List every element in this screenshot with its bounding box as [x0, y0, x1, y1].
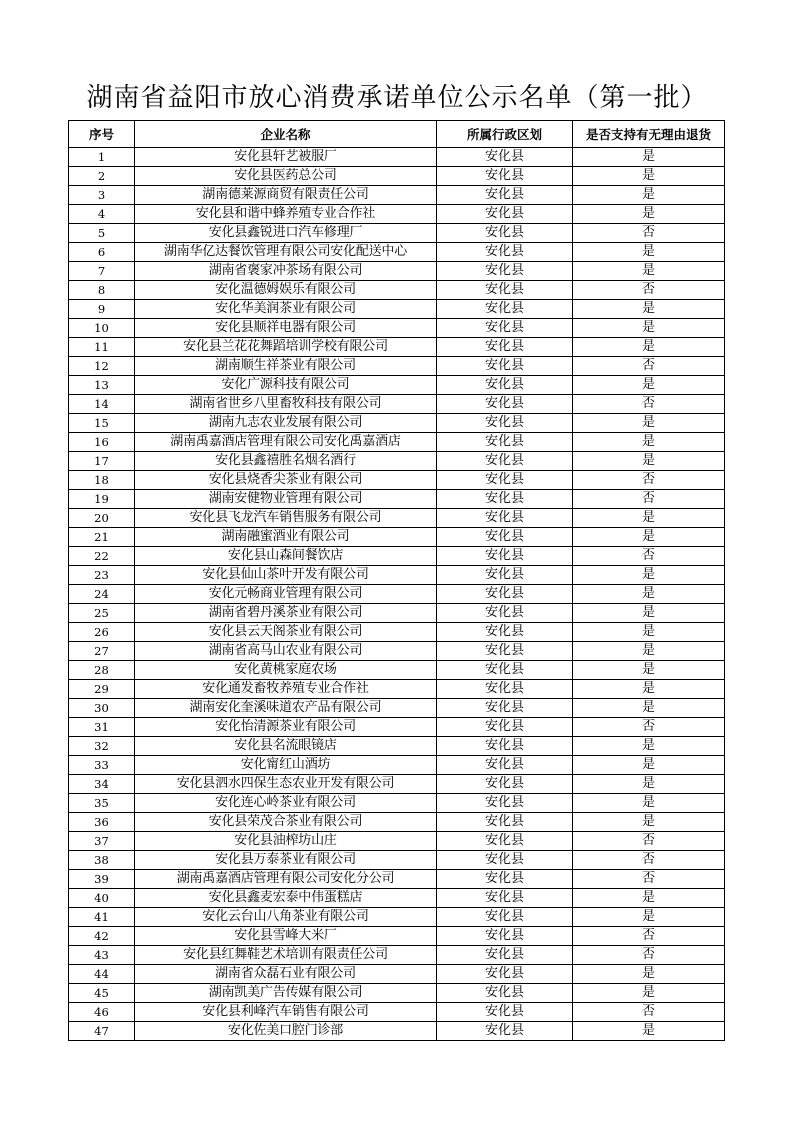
- table-row: [69, 490, 725, 509]
- roster-table: [68, 120, 725, 1041]
- cell-refund: 是: [573, 604, 725, 623]
- cell-seq: 23: [69, 566, 135, 585]
- table-row: [69, 148, 725, 167]
- cell-region: 安化县: [437, 604, 573, 623]
- table-row: [69, 338, 725, 357]
- cell-region: 安化县: [437, 813, 573, 832]
- cell-refund: 是: [573, 889, 725, 908]
- header-name: 企业名称: [135, 121, 437, 148]
- cell-seq: 40: [69, 889, 135, 908]
- table-row: [69, 794, 725, 813]
- cell-region: 安化县: [437, 775, 573, 794]
- cell-region: 安化县: [437, 262, 573, 281]
- table-row: [69, 984, 725, 1003]
- cell-seq: 4: [69, 205, 135, 224]
- table-row: [69, 205, 725, 224]
- cell-seq: 25: [69, 604, 135, 623]
- cell-seq: 20: [69, 509, 135, 528]
- table-row: [69, 699, 725, 718]
- cell-refund: 是: [573, 338, 725, 357]
- cell-seq: 39: [69, 870, 135, 889]
- cell-name: 湖南禹嘉酒店管理有限公司安化分公司: [135, 870, 437, 889]
- cell-name: 安化县鑫禧胜名烟名酒行: [135, 452, 437, 471]
- table-row: [69, 509, 725, 528]
- cell-name: 安化温德姆娱乐有限公司: [135, 281, 437, 300]
- cell-seq: 45: [69, 984, 135, 1003]
- cell-region: 安化县: [437, 148, 573, 167]
- table-row: [69, 566, 725, 585]
- cell-name: 安化县红舞鞋艺术培训有限责任公司: [135, 946, 437, 965]
- page-title: 湖南省益阳市放心消费承诺单位公示名单（第一批）: [86, 83, 708, 113]
- table-row: [69, 224, 725, 243]
- table-row: [69, 281, 725, 300]
- cell-seq: 44: [69, 965, 135, 984]
- cell-name: 安化县顺祥电器有限公司: [135, 319, 437, 338]
- cell-name: 安化县云天阁茶业有限公司: [135, 623, 437, 642]
- cell-name: 湖南省褒家冲茶场有限公司: [135, 262, 437, 281]
- cell-refund: 是: [573, 243, 725, 262]
- cell-name: 安化县轩艺被服厂: [135, 148, 437, 167]
- table-row: [69, 623, 725, 642]
- cell-refund: 否: [573, 357, 725, 376]
- cell-seq: 34: [69, 775, 135, 794]
- table-row: [69, 262, 725, 281]
- table-row: [69, 471, 725, 490]
- cell-region: 安化县: [437, 433, 573, 452]
- cell-name: 安化县和谐中蜂养殖专业合作社: [135, 205, 437, 224]
- cell-seq: 37: [69, 832, 135, 851]
- table-row: [69, 775, 725, 794]
- cell-seq: 31: [69, 718, 135, 737]
- cell-region: 安化县: [437, 927, 573, 946]
- cell-refund: 是: [573, 300, 725, 319]
- table-row: [69, 319, 725, 338]
- cell-refund: 是: [573, 148, 725, 167]
- cell-refund: 否: [573, 851, 725, 870]
- cell-name: 安化县山森间餐饮店: [135, 547, 437, 566]
- cell-name: 湖南省碧丹溪茶业有限公司: [135, 604, 437, 623]
- cell-name: 安化连心岭茶业有限公司: [135, 794, 437, 813]
- cell-region: 安化县: [437, 281, 573, 300]
- cell-region: 安化县: [437, 338, 573, 357]
- cell-refund: 是: [573, 414, 725, 433]
- cell-name: 安化佐美口腔门诊部: [135, 1022, 437, 1041]
- cell-refund: 是: [573, 376, 725, 395]
- cell-name: 安化黄桃家庭农场: [135, 661, 437, 680]
- cell-region: 安化县: [437, 566, 573, 585]
- cell-name: 安化县名流眼镜店: [135, 737, 437, 756]
- table-row: [69, 433, 725, 452]
- table-row: [69, 813, 725, 832]
- cell-region: 安化县: [437, 965, 573, 984]
- table-row: [69, 167, 725, 186]
- cell-name: 湖南安化奎溪味道农产品有限公司: [135, 699, 437, 718]
- cell-seq: 32: [69, 737, 135, 756]
- cell-name: 安化通发畜牧养殖专业合作社: [135, 680, 437, 699]
- cell-region: 安化县: [437, 718, 573, 737]
- cell-refund: 是: [573, 319, 725, 338]
- table-row: [69, 376, 725, 395]
- cell-seq: 19: [69, 490, 135, 509]
- cell-region: 安化县: [437, 832, 573, 851]
- cell-name: 安化县油榨坊山庄: [135, 832, 437, 851]
- cell-region: 安化县: [437, 794, 573, 813]
- cell-refund: 是: [573, 528, 725, 547]
- cell-refund: 否: [573, 490, 725, 509]
- cell-seq: 28: [69, 661, 135, 680]
- cell-region: 安化县: [437, 585, 573, 604]
- cell-region: 安化县: [437, 471, 573, 490]
- table-row: [69, 718, 725, 737]
- table-row: [69, 680, 725, 699]
- cell-seq: 30: [69, 699, 135, 718]
- cell-refund: 否: [573, 832, 725, 851]
- cell-refund: 是: [573, 566, 725, 585]
- cell-refund: 是: [573, 737, 725, 756]
- table-row: [69, 414, 725, 433]
- cell-name: 安化县雪峰大米厂: [135, 927, 437, 946]
- cell-seq: 12: [69, 357, 135, 376]
- table-row: [69, 737, 725, 756]
- cell-name: 湖南凯美广告传媒有限公司: [135, 984, 437, 1003]
- cell-refund: 否: [573, 395, 725, 414]
- table-row: [69, 908, 725, 927]
- table-row: [69, 965, 725, 984]
- cell-seq: 24: [69, 585, 135, 604]
- table-row: [69, 604, 725, 623]
- table-row: [69, 1003, 725, 1022]
- cell-region: 安化县: [437, 186, 573, 205]
- table-row: [69, 661, 725, 680]
- table-row: [69, 452, 725, 471]
- cell-seq: 1: [69, 148, 135, 167]
- cell-refund: 是: [573, 623, 725, 642]
- cell-name: 湖南顺生祥茶业有限公司: [135, 357, 437, 376]
- cell-refund: 是: [573, 699, 725, 718]
- cell-region: 安化县: [437, 1022, 573, 1041]
- cell-refund: 否: [573, 224, 725, 243]
- cell-seq: 35: [69, 794, 135, 813]
- cell-seq: 41: [69, 908, 135, 927]
- cell-seq: 17: [69, 452, 135, 471]
- cell-name: 安化甯红山酒坊: [135, 756, 437, 775]
- cell-name: 安化县医药总公司: [135, 167, 437, 186]
- cell-seq: 11: [69, 338, 135, 357]
- cell-refund: 是: [573, 433, 725, 452]
- cell-name: 安化县鑫锐进口汽车修理厂: [135, 224, 437, 243]
- cell-region: 安化县: [437, 908, 573, 927]
- cell-seq: 47: [69, 1022, 135, 1041]
- cell-name: 湖南省世乡八里畜牧科技有限公司: [135, 395, 437, 414]
- cell-refund: 否: [573, 281, 725, 300]
- cell-region: 安化县: [437, 1003, 573, 1022]
- cell-seq: 6: [69, 243, 135, 262]
- cell-seq: 10: [69, 319, 135, 338]
- cell-name: 安化县鑫麦宏泰中伟蛋糕店: [135, 889, 437, 908]
- cell-seq: 14: [69, 395, 135, 414]
- cell-seq: 15: [69, 414, 135, 433]
- cell-name: 安化县利峰汽车销售有限公司: [135, 1003, 437, 1022]
- cell-refund: 是: [573, 813, 725, 832]
- cell-region: 安化县: [437, 414, 573, 433]
- cell-seq: 29: [69, 680, 135, 699]
- cell-refund: 是: [573, 452, 725, 471]
- cell-region: 安化县: [437, 623, 573, 642]
- cell-refund: 是: [573, 775, 725, 794]
- cell-name: 安化县烧香尖茶业有限公司: [135, 471, 437, 490]
- cell-refund: 是: [573, 661, 725, 680]
- cell-name: 安化县荣茂合茶业有限公司: [135, 813, 437, 832]
- cell-seq: 26: [69, 623, 135, 642]
- cell-region: 安化县: [437, 642, 573, 661]
- cell-name: 湖南安健物业管理有限公司: [135, 490, 437, 509]
- table-row: [69, 300, 725, 319]
- cell-region: 安化县: [437, 547, 573, 566]
- table-row: [69, 357, 725, 376]
- cell-name: 安化县兰花花舞蹈培训学校有限公司: [135, 338, 437, 357]
- cell-region: 安化县: [437, 395, 573, 414]
- cell-region: 安化县: [437, 984, 573, 1003]
- cell-name: 湖南九志农业发展有限公司: [135, 414, 437, 433]
- cell-name: 安化元畅商业管理有限公司: [135, 585, 437, 604]
- header-region: 所属行政区划: [437, 121, 573, 148]
- cell-seq: 18: [69, 471, 135, 490]
- cell-name: 安化县万泰茶业有限公司: [135, 851, 437, 870]
- cell-seq: 42: [69, 927, 135, 946]
- cell-refund: 是: [573, 1022, 725, 1041]
- table-row: [69, 889, 725, 908]
- cell-region: 安化县: [437, 376, 573, 395]
- cell-region: 安化县: [437, 490, 573, 509]
- cell-refund: 是: [573, 965, 725, 984]
- table-row: [69, 851, 725, 870]
- cell-name: 安化华美润茶业有限公司: [135, 300, 437, 319]
- cell-refund: 是: [573, 756, 725, 775]
- cell-seq: 46: [69, 1003, 135, 1022]
- cell-name: 安化县泗水四保生态农业开发有限公司: [135, 775, 437, 794]
- table-row: [69, 870, 725, 889]
- cell-seq: 2: [69, 167, 135, 186]
- cell-name: 湖南德莱源商贸有限责任公司: [135, 186, 437, 205]
- cell-refund: 是: [573, 642, 725, 661]
- header-refund: 是否支持有无理由退货: [573, 121, 725, 148]
- cell-region: 安化县: [437, 661, 573, 680]
- cell-region: 安化县: [437, 737, 573, 756]
- table-row: [69, 756, 725, 775]
- cell-region: 安化县: [437, 699, 573, 718]
- table-row: [69, 243, 725, 262]
- cell-region: 安化县: [437, 946, 573, 965]
- cell-seq: 3: [69, 186, 135, 205]
- cell-region: 安化县: [437, 889, 573, 908]
- cell-region: 安化县: [437, 680, 573, 699]
- cell-refund: 否: [573, 1003, 725, 1022]
- cell-region: 安化县: [437, 319, 573, 338]
- cell-region: 安化县: [437, 452, 573, 471]
- cell-seq: 33: [69, 756, 135, 775]
- cell-refund: 是: [573, 585, 725, 604]
- cell-refund: 否: [573, 718, 725, 737]
- cell-refund: 否: [573, 471, 725, 490]
- cell-seq: 9: [69, 300, 135, 319]
- cell-seq: 22: [69, 547, 135, 566]
- cell-region: 安化县: [437, 851, 573, 870]
- cell-refund: 是: [573, 186, 725, 205]
- cell-seq: 36: [69, 813, 135, 832]
- cell-name: 湖南省高马山农业有限公司: [135, 642, 437, 661]
- cell-region: 安化县: [437, 357, 573, 376]
- table-body: [69, 148, 725, 1041]
- cell-region: 安化县: [437, 756, 573, 775]
- cell-seq: 43: [69, 946, 135, 965]
- cell-name: 安化县仙山茶叶开发有限公司: [135, 566, 437, 585]
- table-row: [69, 547, 725, 566]
- table-row: [69, 528, 725, 547]
- cell-seq: 8: [69, 281, 135, 300]
- cell-region: 安化县: [437, 167, 573, 186]
- cell-refund: 是: [573, 262, 725, 281]
- cell-region: 安化县: [437, 243, 573, 262]
- cell-refund: 否: [573, 547, 725, 566]
- header-row: [69, 121, 725, 148]
- cell-region: 安化县: [437, 205, 573, 224]
- cell-name: 安化怡清源茶业有限公司: [135, 718, 437, 737]
- table-row: [69, 946, 725, 965]
- cell-name: 湖南融蜜酒业有限公司: [135, 528, 437, 547]
- cell-region: 安化县: [437, 528, 573, 547]
- table-row: [69, 1022, 725, 1041]
- cell-name: 安化云台山八角茶业有限公司: [135, 908, 437, 927]
- cell-region: 安化县: [437, 300, 573, 319]
- cell-refund: 是: [573, 680, 725, 699]
- cell-name: 湖南省众磊石业有限公司: [135, 965, 437, 984]
- cell-name: 安化广源科技有限公司: [135, 376, 437, 395]
- cell-refund: 是: [573, 205, 725, 224]
- cell-region: 安化县: [437, 509, 573, 528]
- cell-name: 安化县飞龙汽车销售服务有限公司: [135, 509, 437, 528]
- table-row: [69, 186, 725, 205]
- cell-name: 湖南禹嘉酒店管理有限公司安化禹嘉酒店: [135, 433, 437, 452]
- cell-seq: 13: [69, 376, 135, 395]
- header-seq: 序号: [69, 121, 135, 148]
- cell-refund: 是: [573, 984, 725, 1003]
- cell-seq: 16: [69, 433, 135, 452]
- cell-refund: 否: [573, 946, 725, 965]
- cell-refund: 是: [573, 794, 725, 813]
- table-row: [69, 832, 725, 851]
- cell-seq: 21: [69, 528, 135, 547]
- table-row: [69, 395, 725, 414]
- cell-refund: 是: [573, 167, 725, 186]
- cell-refund: 是: [573, 509, 725, 528]
- cell-region: 安化县: [437, 224, 573, 243]
- cell-seq: 27: [69, 642, 135, 661]
- cell-refund: 是: [573, 908, 725, 927]
- table-row: [69, 585, 725, 604]
- table-row: [69, 927, 725, 946]
- cell-name: 湖南华亿达餐饮管理有限公司安化配送中心: [135, 243, 437, 262]
- table-row: [69, 642, 725, 661]
- cell-seq: 38: [69, 851, 135, 870]
- cell-seq: 5: [69, 224, 135, 243]
- cell-region: 安化县: [437, 870, 573, 889]
- cell-refund: 否: [573, 870, 725, 889]
- cell-seq: 7: [69, 262, 135, 281]
- cell-refund: 否: [573, 927, 725, 946]
